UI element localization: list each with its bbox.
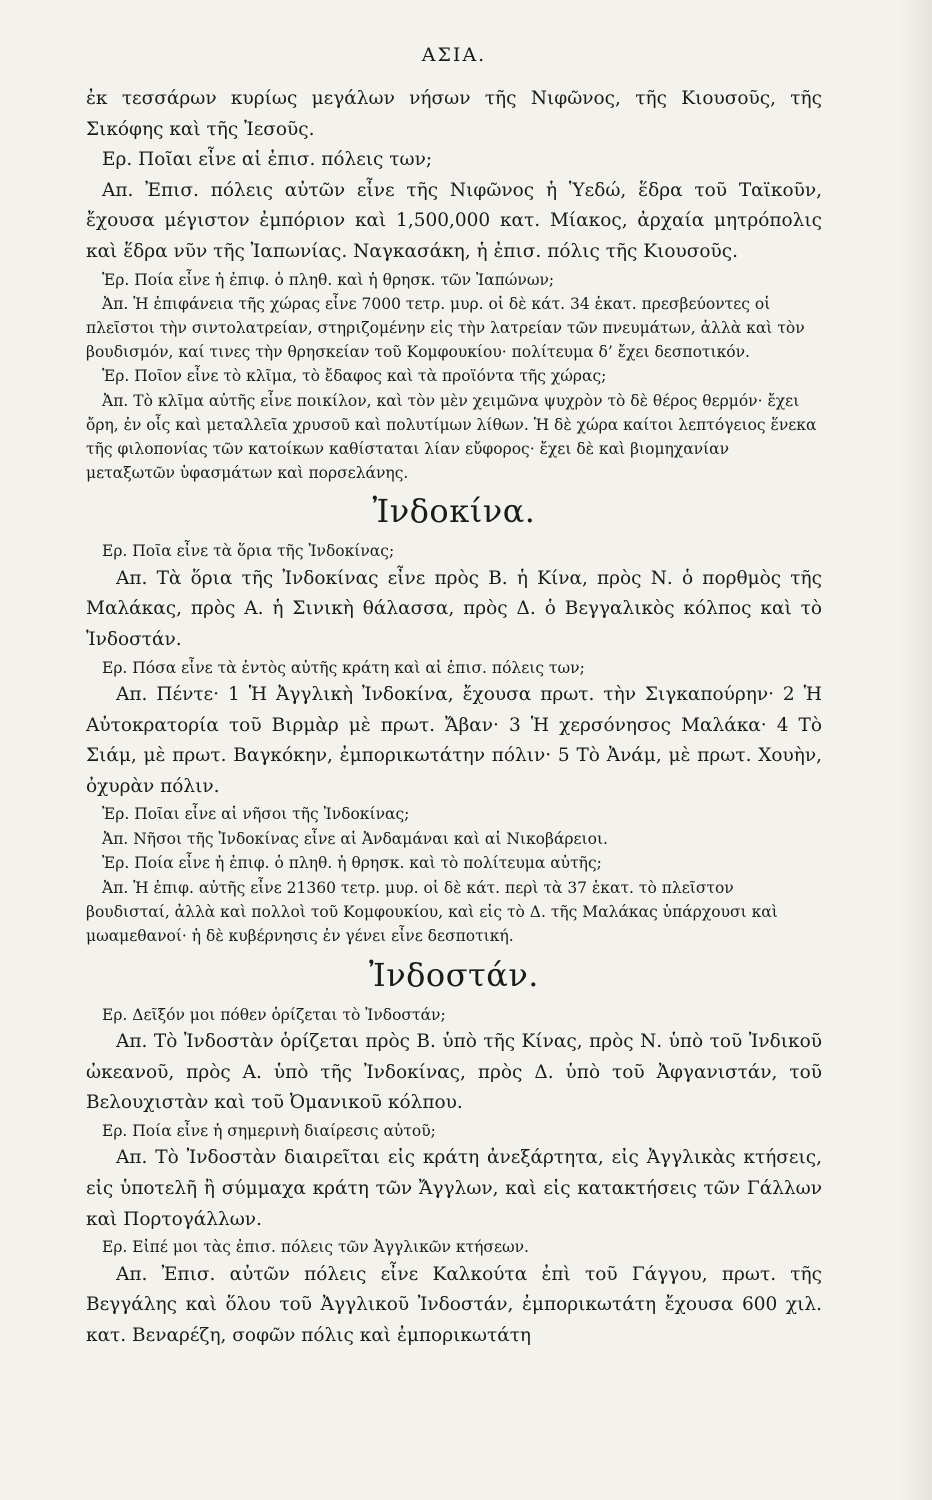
- japan-small-print: [86, 268, 822, 486]
- question: Ερ. Εἰπέ μοι τὰς ἐπισ. πόλεις τῶν Ἀγγλικῶν κτήσεων.: [102, 1238, 529, 1257]
- question: Ερ. Ποία εἶνε ἡ σημερινὴ διαίρεσις αὐτοῦ;: [102, 1121, 436, 1140]
- question: Ερ. Πόσα εἶνε τὰ ἐντὸς αὐτῆς κράτη καὶ αἱ ἐπισ. πόλεις των;: [102, 658, 585, 677]
- answer: Απ. Ἐπισ. πόλεις αὐτῶν εἶνε τῆς Νιφῶνος ἡ Ὑεδώ, ἕδρα τοῦ Ταϊκοῦν, ἔχουσα μέγιστον ἐμπόριον καὶ 1,500,000 κατ. Μίακος, ἀρχαία μητρόπολις καὶ ἕδρα νῦν τῆς Ἰαπωνίας. Ναγκασάκη, ἡ ἐπισ. πόλις τῆς Κιουσοῦς.: [86, 179, 822, 262]
- page-edge-shadow: [898, 0, 932, 1500]
- hindostan-section: [86, 1003, 822, 1352]
- answer: Απ. Τὸ Ἰνδοστὰν διαιρεῖται εἰς κράτη ἀνεξάρτητα, εἰς Ἀγγλικὰς κτήσεις, εἰς ὑποτελῆ ἢ σύμμαχα κράτη τῶν Ἄγγλων, καὶ εἰς κατακτήσεις τῶν Γάλλων καὶ Πορτογάλλων.: [86, 1147, 822, 1230]
- answer: Απ. Τὰ ὅρια τῆς Ἰνδοκίνας εἶνε πρὸς Β. ἡ Κίνα, πρὸς Ν. ὁ πορθμὸς τῆς Μαλάκας, πρὸς Α. ἡ Σινικὴ θάλασσα, πρὸς Δ. ὁ Βεγγαλικὸς κόλπος καὶ τὸ Ἰνδοστάν.: [86, 567, 822, 650]
- question: Ἐρ. Ποία εἶνε ἡ ἐπιφ. ὁ πληθ. ἡ θρησκ. καὶ τὸ πολίτευμα αὐτῆς;: [102, 854, 602, 873]
- question: Ερ. Ποῖα εἶνε τὰ ὅρια τῆς Ἰνδοκίνας;: [102, 542, 395, 561]
- answer: Ἀπ. Νῆσοι τῆς Ἰνδοκίνας εἶνε αἱ Ἀνδαμάναι καὶ αἱ Νικοβάρειοι.: [102, 829, 608, 848]
- question: Ἐρ. Ποία εἶνε ἡ ἐπιφ. ὁ πληθ. καὶ ἡ θρησκ. τῶν Ἰαπώνων;: [102, 270, 555, 289]
- running-head: ΑΣΙΑ.: [421, 44, 487, 66]
- answer: Ἀπ. Ἡ ἐπιφ. αὐτῆς εἶνε 21360 τετρ. μυρ. οἱ δὲ κάτ. περὶ τὰ 37 ἑκατ. τὸ πλεῖστον βουδισταί, ἀλλὰ καὶ πολλοὶ τοῦ Κομφουκίου, καὶ εἰς τὸ Δ. τῆς Μαλάκας ὑπάρχουσι καὶ μωαμεθανοί· ἡ δὲ κυβέρνησις ἐν γένει εἶνε δεσποτική.: [86, 878, 778, 946]
- question: Ερ. Δεῖξόν μοι πόθεν ὁρίζεται τὸ Ἰνδοστάν;: [102, 1005, 446, 1024]
- question: Ερ. Ποῖαι εἶνε αἱ ἐπισ. πόλεις των;: [102, 149, 433, 171]
- paragraph-continuation: ἐκ τεσσάρων κυρίως μεγάλων νήσων τῆς Νιφῶνος, τῆς Κιουσοῦς, τῆς Σικόφης καὶ τῆς Ἰεσοῦς.: [86, 88, 822, 140]
- answer: Ἀπ. Ἡ ἐπιφάνεια τῆς χώρας εἶνε 7000 τετρ. μυρ. οἱ δὲ κάτ. 34 ἑκατ. πρεσβεύοντες οἱ πλεῖστοι τὴν σιντολατρείαν, στηριζομένην εἰς τὴν λατρείαν τῶν πνευμάτων, ἀλλὰ καὶ τὸν βουδισμόν, καί τινες τὴν θρησκείαν τοῦ Κομφουκίου· πολίτευμα δ’ ἔχει δεσποτικόν.: [86, 294, 805, 362]
- japan-section-continuation: [86, 84, 822, 268]
- answer: Απ. Ἐπισ. αὐτῶν πόλεις εἶνε Καλκούτα ἐπὶ τοῦ Γάγγου, πρωτ. τῆς Βεγγάλης καὶ ὅλου τοῦ Ἀγγλικοῦ Ἰνδοστάν, ἐμπορικωτάτη ἔχουσα 600 χιλ. κατ. Βεναρέζη, σοφῶν πόλις καὶ ἐμπορικωτάτη: [86, 1263, 822, 1346]
- section-heading-indochina: Ἰνδοκίνα.: [372, 492, 536, 531]
- section-heading-hindostan: Ἰνδοστάν.: [369, 955, 539, 994]
- answer: Απ. Τὸ Ἰνδοστὰν ὁρίζεται πρὸς Β. ὑπὸ τῆς Κίνας, πρὸς Ν. ὑπὸ τοῦ Ἰνδικοῦ ὠκεανοῦ, πρὸς Α. ὑπὸ τῆς Ἰνδοκίνας, πρὸς Δ. ὑπὸ τοῦ Ἀφγανιστάν, τοῦ Βελουχιστὰν καὶ τοῦ Ὀμανικοῦ κόλπου.: [86, 1031, 822, 1114]
- question: Ἐρ. Ποῖον εἶνε τὸ κλῖμα, τὸ ἔδαφος καὶ τὰ προϊόντα τῆς χώρας;: [102, 367, 607, 386]
- question: Ἐρ. Ποῖαι εἶνε αἱ νῆσοι τῆς Ἰνδοκίνας;: [102, 805, 410, 824]
- answer: Απ. Πέντε· 1 Ἡ Ἀγγλικὴ Ἰνδοκίνα, ἔχουσα πρωτ. τὴν Σιγκαπούρην· 2 Ἡ Αὐτοκρατορία τοῦ Βιρμὰρ μὲ πρωτ. Ἄβαν· 3 Ἡ χερσόνησος Μαλάκα· 4 Τὸ Σιάμ, μὲ πρωτ. Βαγκόκην, ἐμπορικωτάτην πόλιν· 5 Τὸ Ἀνάμ, μὲ πρωτ. Χουὴν, ὀχυρὰν πόλιν.: [86, 683, 822, 797]
- answer: Ἀπ. Τὸ κλῖμα αὐτῆς εἶνε ποικίλον, καὶ τὸν μὲν χειμῶνα ψυχρὸν τὸ δὲ θέρος θερμόν· ἔχει ὄρη, ἐν οἷς καὶ μεταλλεῖα χρυσοῦ καὶ πολυτίμων λίθων. Ἡ δὲ χώρα καίτοι λεπτόγειος ἕνεκα τῆς φιλοπονίας τῶν κατοίκων καθίσταται λίαν εὔφορος· ἔχει δὲ καὶ βιομηχανίαν μεταξωτῶν ὑφασμάτων καὶ πορσελάνης.: [86, 391, 817, 483]
- indochina-section: [86, 539, 822, 948]
